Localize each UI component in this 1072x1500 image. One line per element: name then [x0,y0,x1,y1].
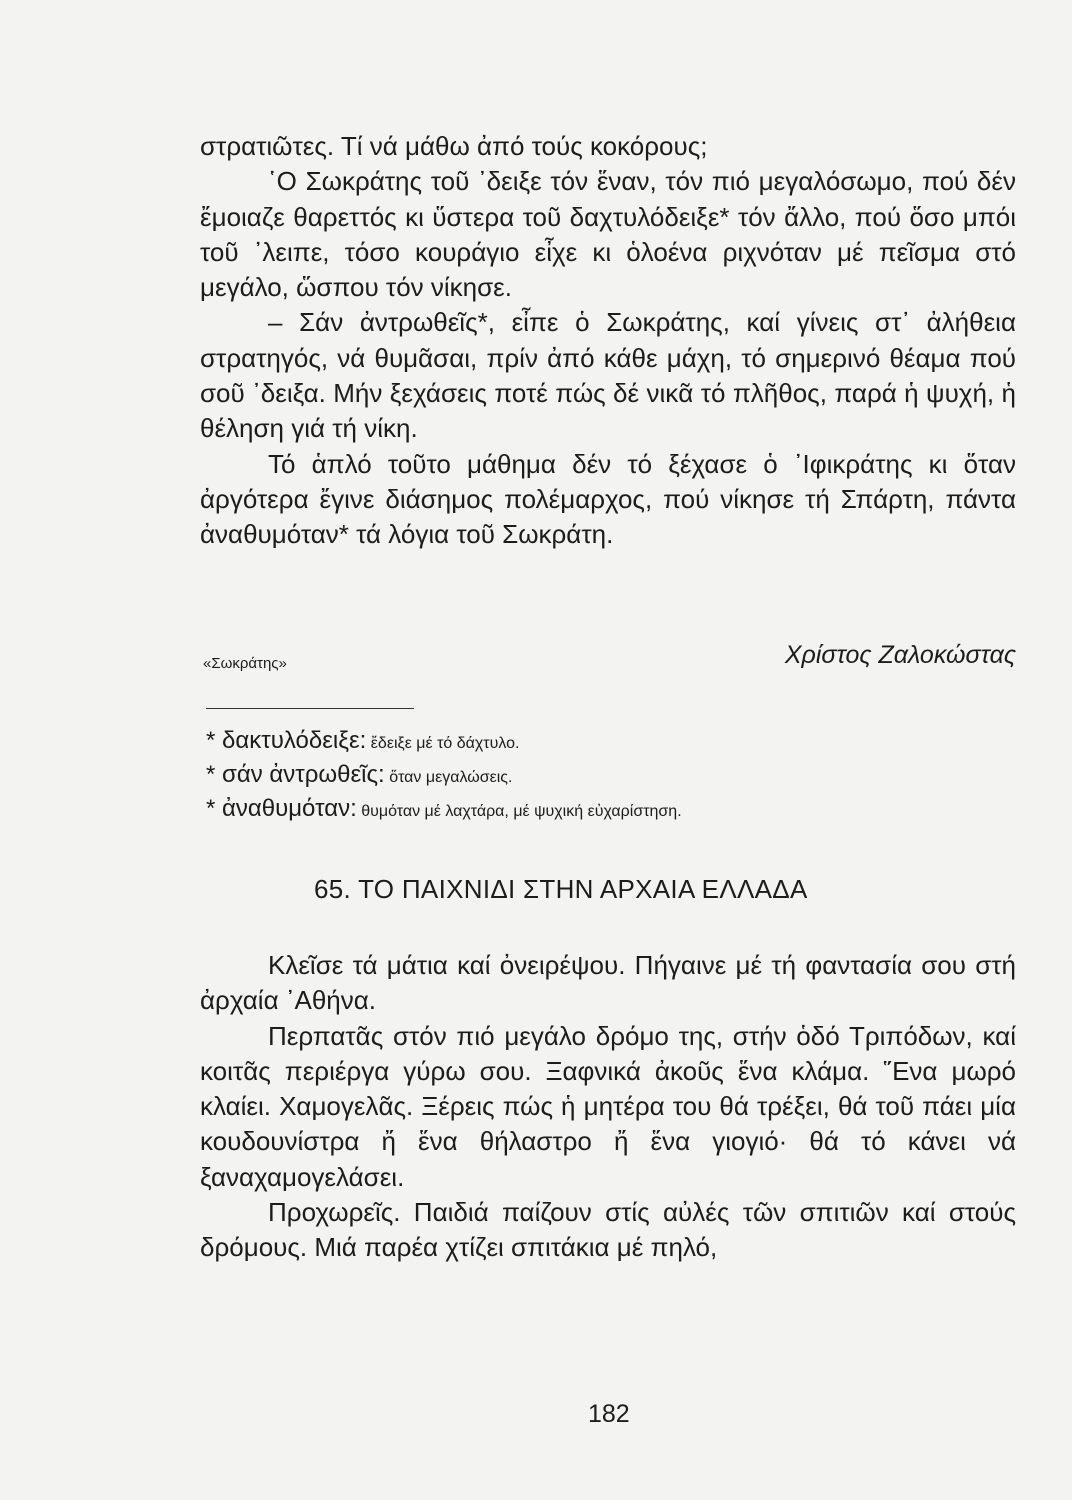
footnotes [206,724,966,826]
footnote [206,758,966,792]
footnote-term: * σάν ἀντρωθεῖς: [206,761,385,788]
story-paragraph-4: Τό ἁπλό τοῦτο μάθημα δέν τό ξέχασε ὁ ᾿Ιφικράτης κι ὅταν ἀργότερα ἔγινε διάσημος πολέμαρχος, πού νίκησε τή Σπάρτη, πάντα ἀναθυμόταν* τά λόγια τοῦ Σωκράτη. [200,448,1016,550]
chapter-paragraph-2: Περπατᾶς στόν πιό μεγάλο δρόμο της, στήν ὁδό Τριπόδων, καί κοιτᾶς περιέργα γύρω σου. Ξαφνικά ἀκοῦς ἕνα κλάμα. ῞Ενα μωρό κλαίει. Χαμογελᾶς. Ξέρεις πώς ἡ μητέρα του θά τρέξει, θά τοῦ πάει μία κουδουνίστρα ἤ ἕνα θήλαστρο ἤ ἕνα γιογιό· θά τό κάνει νά ξαναχαμογελάσει. [200,1020,1016,1192]
source-title: «Σωκράτης» [203,655,287,672]
chapter-heading: 65. ΤΟ ΠΑΙΧΝΙΔΙ ΣΤΗΝ ΑΡΧΑΙΑ ΕΛΛΑΔΑ [314,874,808,904]
attribution [200,641,1016,681]
chapter-paragraph-3: Προχωρεῖς. Παιδιά παίζουν στίς αὐλές τῶν σπιτιῶν καί στούς δρόμους. Μιά παρέα χτίζει σπιτάκια μέ πηλό, [200,1197,1016,1263]
footnote-term: * δακτυλόδειξε: [206,727,367,754]
story-paragraph-3: – Σάν ἀντρωθεῖς*, εἶπε ὁ Σωκράτης, καί γίνεις στ᾿ ἀλήθεια στρατηγός, νά θυμᾶσαι, πρίν ἀπό κάθε μάχη, τό σημερινό θέαμα πού σοῦ ᾿δειξα. Μήν ξεχάσεις ποτέ πώς δέ νικᾶ τό πλῆθος, παρά ἡ ψυχή, ἡ θέληση γιά τή νίκη. [200,307,1016,444]
footnote-term: * ἀναθυμόταν: [206,795,357,822]
chapter-paragraph-1: Κλεῖσε τά μάτια καί ὀνειρέψου. Πήγαινε μέ τή φαντασία σου στή ἀρχαία ᾿Αθήνα. [200,950,1016,1016]
story-paragraph-1: στρατιῶτες. Τί νά μάθω ἀπό τούς κοκόρους; [200,131,708,161]
footnote [206,792,966,826]
footnote-definition: ὅταν μεγαλώσεις. [389,769,513,786]
footnote [206,724,966,758]
footnote-divider [206,708,414,709]
chapter-text [200,948,1016,1266]
story-text [200,129,1016,553]
footnote-definition: ἔδειξε μέ τό δάχτυλο. [370,735,520,752]
page-number: 182 [588,1400,630,1428]
story-paragraph-2: ῾Ο Σωκράτης τοῦ ᾿δειξε τόν ἕναν, τόν πιό μεγαλόσωμο, πού δέν ἔμοιαζε θαρεττός κι ὕστερα τοῦ δαχτυλόδειξε* τόν ἄλλο, πού ὅσο μπόι τοῦ ᾿λειπε, τόσο κουράγιο εἶχε κι ὁλοένα ριχνόταν μέ πεῖσμα στό μεγάλο, ὥσπου τόν νίκησε. [200,166,1016,303]
author-name: Χρίστος Ζαλοκώστας [784,641,1016,669]
footnote-definition: θυμόταν μέ λαχτάρα, μέ ψυχική εὐχαρίστηση. [361,803,682,820]
